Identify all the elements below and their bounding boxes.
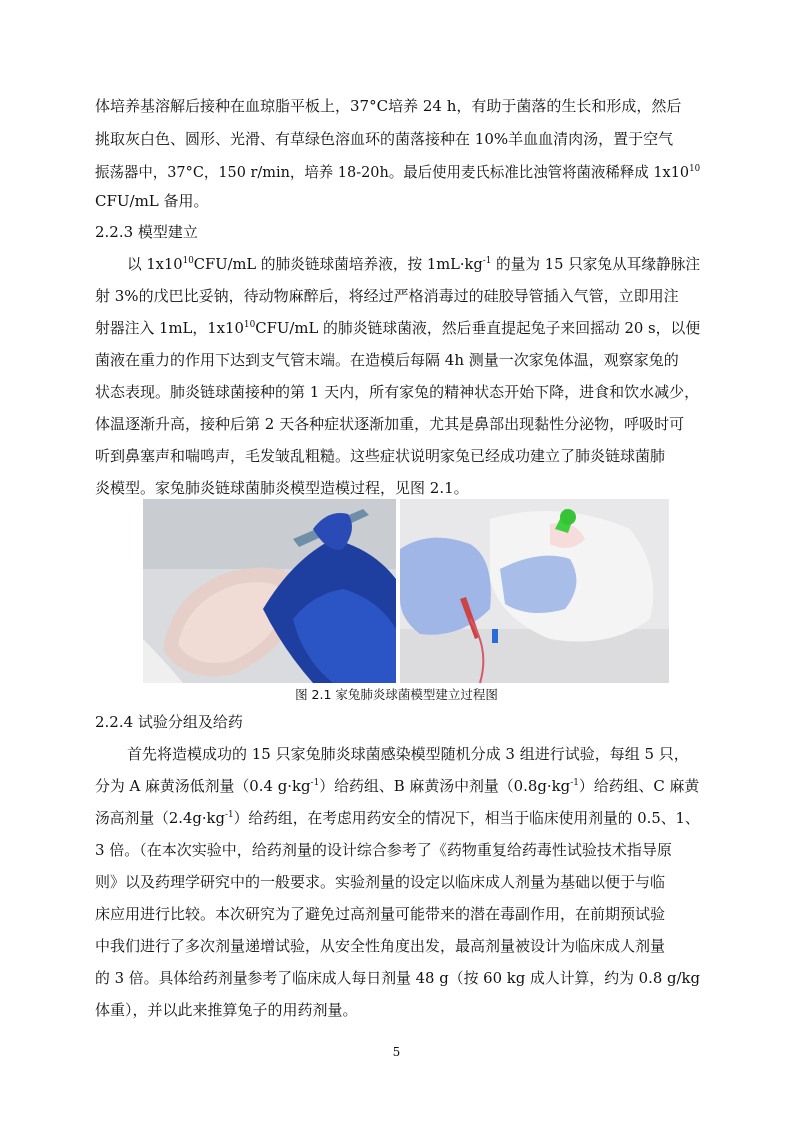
model-line-2: 射 3%的戊巴比妥钠，待动物麻醉后，将经过严格消毒过的硅胶导管插入气管，立即用注 bbox=[95, 287, 679, 305]
model-line-8: 炎模型。家兔肺炎链球菌肺炎模型造模过程，见图 2.1。 bbox=[95, 479, 469, 497]
superscript: -1 bbox=[482, 256, 492, 266]
model-line-6: 体温逐渐升高，接种后第 2 天各种症状逐渐加重，尤其是鼻部出现黏性分泌物，呼吸时可 bbox=[95, 415, 685, 433]
model-line-4: 菌液在重力的作用下达到支气管末端。在造模后每隔 4h 测量一次家兔体温，观察家兔的 bbox=[95, 351, 679, 369]
page-number: 5 bbox=[392, 1045, 401, 1059]
grouping-line-7: 中我们进行了多次剂量递增试验，从安全性角度出发，最高剂量被设计为临床成人剂量 bbox=[95, 937, 666, 955]
figure-2-1 bbox=[143, 499, 669, 683]
intro-line-3: 振荡器中，37°C，150 r/min，培养 18-20h。最后使用麦氏标准比浊管将菌液稀释成 $1x10^{10}$ bbox=[95, 163, 701, 181]
model-line-5: 状态表现。肺炎链球菌接种的第 1 天内，所有家兔的精神状态开始下降，进食和饮水减少， bbox=[95, 383, 700, 401]
grouping-line-6: 床应用进行比较。本次研究为了避免过高剂量可能带来的潜在毒副作用，在前期预试验 bbox=[95, 905, 666, 923]
grouping-line-8: 的 3 倍。具体给药剂量参考了临床成人每日剂量 48 g（按 60 kg 成人计算，约为 0.8 g/kg bbox=[95, 969, 701, 987]
intro-line-1: 体培养基溶解后接种在血琼脂平板上，37°C培养 24 h，有助于菌落的生长和形成，然后 bbox=[95, 97, 682, 115]
section-heading-model: 2.2.3 模型建立 bbox=[95, 223, 198, 241]
model-line-1: 以 $1x10^{10}CFU/mL$ 的肺炎链球菌培养液，按 $1mL\cdot kg^{-1}$ 的量为 15 只家兔从耳缘静脉注 bbox=[127, 255, 701, 273]
superscript: -1 bbox=[224, 810, 234, 820]
grouping-line-1: 首先将造模成功的 15 只家兔肺炎球菌感染模型随机分成 3 组进行试验，每组 5 只， bbox=[127, 745, 689, 763]
model-line-3: 射器注入 1mL，$1x10^{10}CFU/mL$ 的肺炎链球菌液，然后垂直提起兔子来回摇动 20 s，以便 bbox=[95, 319, 701, 337]
grouping-line-9: 体重），并以此来推算兔子的用药剂量。 bbox=[95, 1001, 358, 1019]
intro-line-2: 挑取灰白色、圆形、光滑、有草绿色溶血环的菌落接种在 10%羊血血清肉汤，置于空气 bbox=[95, 130, 674, 148]
superscript: 10 bbox=[689, 164, 701, 174]
tracheal-intubation-photo bbox=[400, 499, 669, 683]
superscript: -1 bbox=[570, 778, 579, 788]
section-heading-grouping: 2.2.4 试验分组及给药 bbox=[95, 713, 243, 731]
intro-line-4: CFU/mL 备用。 bbox=[95, 192, 209, 210]
superscript: 10 bbox=[182, 256, 194, 266]
grouping-line-5: 则》以及药理学研究中的一般要求。实验剂量的设定以临床成人剂量为基础以便于与临 bbox=[95, 873, 666, 891]
grouping-line-3: 汤高剂量$(2.4g\cdot kg^{-1})$给药组，在考虑用药安全的情况下，相当于临床使用剂量的 0.5、1、 bbox=[95, 809, 700, 827]
ear-vein-injection-photo bbox=[143, 499, 396, 683]
superscript: 10 bbox=[243, 320, 256, 330]
superscript: -1 bbox=[310, 778, 320, 788]
model-line-7: 听到鼻塞声和喘鸣声，毛发皱乱粗糙。这些症状说明家兔已经成功建立了肺炎链球菌肺 bbox=[95, 447, 666, 465]
figure-caption: 图 2.1 家兔肺炎球菌模型建立过程图 bbox=[295, 687, 498, 702]
grouping-line-4: 3 倍。（在本次实验中，给药剂量的设计综合参考了《药物重复给药毒性试验技术指导原 bbox=[95, 841, 672, 859]
grouping-line-2: 分为 A 麻黄汤低剂量（0.4 $g\cdot kg^{-1}$）给药组、B 麻黄汤中剂量$(0.8g\cdot kg^{-1})$给药组、C 麻黄 bbox=[95, 777, 700, 795]
